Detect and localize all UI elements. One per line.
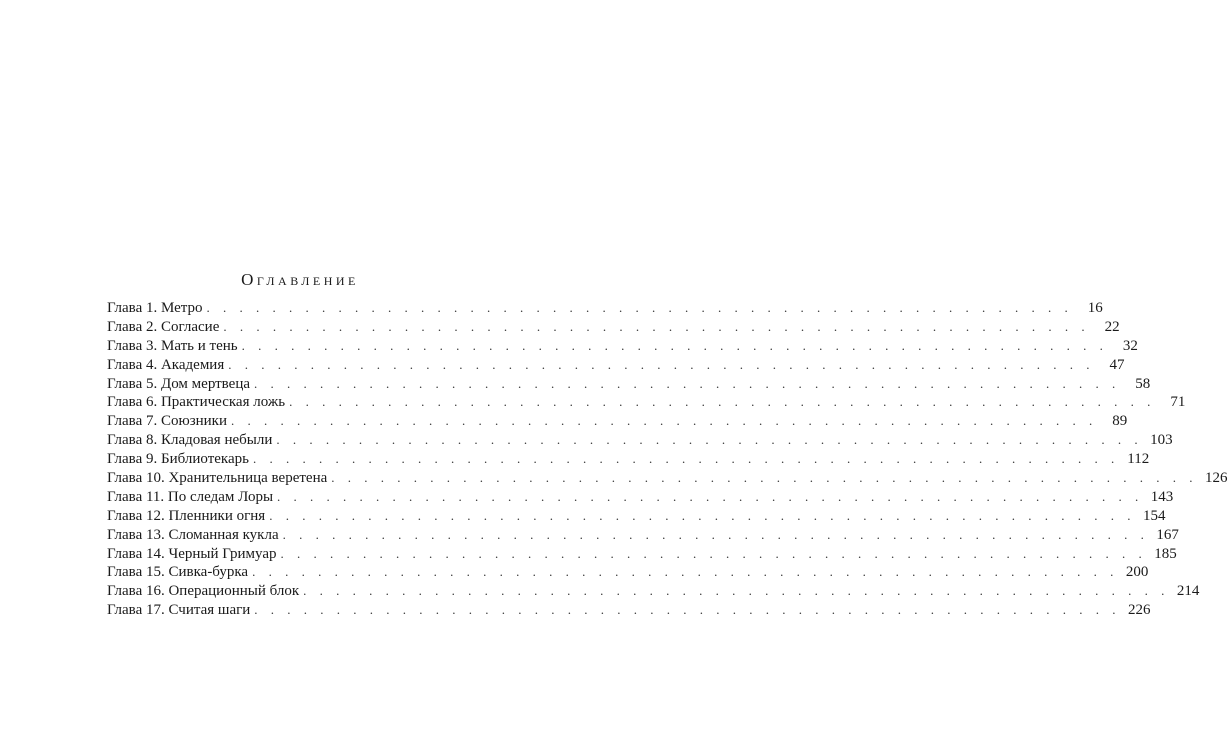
page-number: 89 [1112,413,1128,430]
toc-entry [107,526,1179,545]
page-number: 112 [1127,451,1150,468]
toc-heading: Оглавление [241,270,359,290]
chapter-title: Глава 16. Операционный блок [107,583,300,600]
dot-leader: . . . . . . . . . . . . . . . . . . . . . . . . . . . . . . . . . . . . . . . . . . . . . . . . . . . . . [282,526,1149,542]
dot-leader: . . . . . . . . . . . . . . . . . . . . . . . . . . . . . . . . . . . . . . . . . . . . . . . . . . . . . [206,300,1073,315]
dot-leader: . . . . . . . . . . . . . . . . . . . . . . . . . . . . . . . . . . . . . . . . . . . . . . . . . . . . . [280,545,1147,561]
page-number: 226 [1128,602,1151,619]
toc-entry [107,412,1128,431]
dot-leader: . . . . . . . . . . . . . . . . . . . . . . . . . . . . . . . . . . . . . . . . . . . . . . . . . . . . . [223,318,1090,334]
table-of-contents [107,299,1228,620]
page-number: 103 [1150,432,1173,449]
dot-leader: . . . . . . . . . . . . . . . . . . . . . . . . . . . . . . . . . . . . . . . . . . . . . . . . . . . . . [228,356,1095,372]
chapter-title: Глава 8. Кладовая небыли [107,432,273,449]
page-number: 143 [1150,488,1174,505]
toc-entry [107,601,1151,620]
toc-entry [107,299,1103,318]
toc-entry [107,507,1166,526]
toc-entry [107,337,1138,356]
chapter-title: Глава 1. Метро [107,300,203,316]
chapter-title: Глава 4. Академия [107,356,225,373]
page-number: 200 [1125,564,1149,581]
toc-entry [107,545,1177,564]
toc-entry [107,375,1151,394]
page-number: 126 [1205,470,1228,487]
dot-leader: . . . . . . . . . . . . . . . . . . . . . . . . . . . . . . . . . . . . . . . . . . . . . . . . . . . . . [254,375,1121,391]
page-number: 58 [1135,375,1151,392]
toc-entry [107,488,1174,507]
page-number: 214 [1176,583,1200,600]
dot-leader: . . . . . . . . . . . . . . . . . . . . . . . . . . . . . . . . . . . . . . . . . . . . . . . . . . . . . [269,507,1136,523]
toc-entry [107,356,1125,375]
page-number: 71 [1170,394,1186,411]
chapter-title: Глава 7. Союзники [107,413,227,430]
chapter-title: Глава 17. Считая шаги [107,602,251,619]
page-number: 185 [1154,545,1177,562]
toc-entry [107,393,1186,412]
chapter-title: Глава 3. Мать и тень [107,337,238,354]
dot-leader: . . . . . . . . . . . . . . . . . . . . . . . . . . . . . . . . . . . . . . . . . . . . . . . . . . . . . [303,583,1170,599]
dot-leader: . . . . . . . . . . . . . . . . . . . . . . . . . . . . . . . . . . . . . . . . . . . . . . . . . . . . . [252,564,1119,580]
dot-leader: . . . . . . . . . . . . . . . . . . . . . . . . . . . . . . . . . . . . . . . . . . . . . . . . . . . . . [254,602,1121,618]
page-number: 32 [1122,337,1138,354]
page-number: 47 [1109,356,1125,373]
dot-leader: . . . . . . . . . . . . . . . . . . . . . . . . . . . . . . . . . . . . . . . . . . . . . . . . . . . . . [231,413,1098,429]
chapter-title: Глава 15. Сивка-бурка [107,564,249,581]
chapter-title: Глава 12. Пленники огня [107,507,266,524]
page-number: 167 [1156,526,1179,543]
dot-leader: . . . . . . . . . . . . . . . . . . . . . . . . . . . . . . . . . . . . . . . . . . . . . . . . . . . . . [241,337,1108,353]
page-number: 154 [1142,507,1166,524]
chapter-title: Глава 11. По следам Лоры [107,488,274,505]
dot-leader: . . . . . . . . . . . . . . . . . . . . . . . . . . . . . . . . . . . . . . . . . . . . . . . . . . . . . [331,470,1198,486]
toc-entry [107,582,1200,601]
chapter-title: Глава 10. Хранительница веретена [107,470,328,487]
dot-leader: . . . . . . . . . . . . . . . . . . . . . . . . . . . . . . . . . . . . . . . . . . . . . . . . . . . . . [276,432,1143,448]
page-number: 22 [1104,318,1120,335]
toc-entry [107,563,1149,582]
dot-leader: . . . . . . . . . . . . . . . . . . . . . . . . . . . . . . . . . . . . . . . . . . . . . . . . . . . . . [252,451,1120,467]
dot-leader: . . . . . . . . . . . . . . . . . . . . . . . . . . . . . . . . . . . . . . . . . . . . . . . . . . . . . [277,488,1144,504]
chapter-title: Глава 5. Дом мертвеца [107,375,251,392]
chapter-title: Глава 9. Библиотекарь [107,451,249,468]
chapter-title: Глава 14. Черный Гримуар [107,545,277,562]
toc-entry [107,431,1173,450]
toc-entry [107,469,1228,488]
toc-entry [107,450,1150,469]
chapter-title: Глава 2. Согласие [107,318,220,335]
page-number: 16 [1087,300,1103,316]
toc-entry [107,318,1120,337]
chapter-title: Глава 13. Сломанная кукла [107,526,279,543]
chapter-title: Глава 6. Практическая ложь [107,394,286,411]
dot-leader: . . . . . . . . . . . . . . . . . . . . . . . . . . . . . . . . . . . . . . . . . . . . . . . . . . . . . [289,394,1156,410]
